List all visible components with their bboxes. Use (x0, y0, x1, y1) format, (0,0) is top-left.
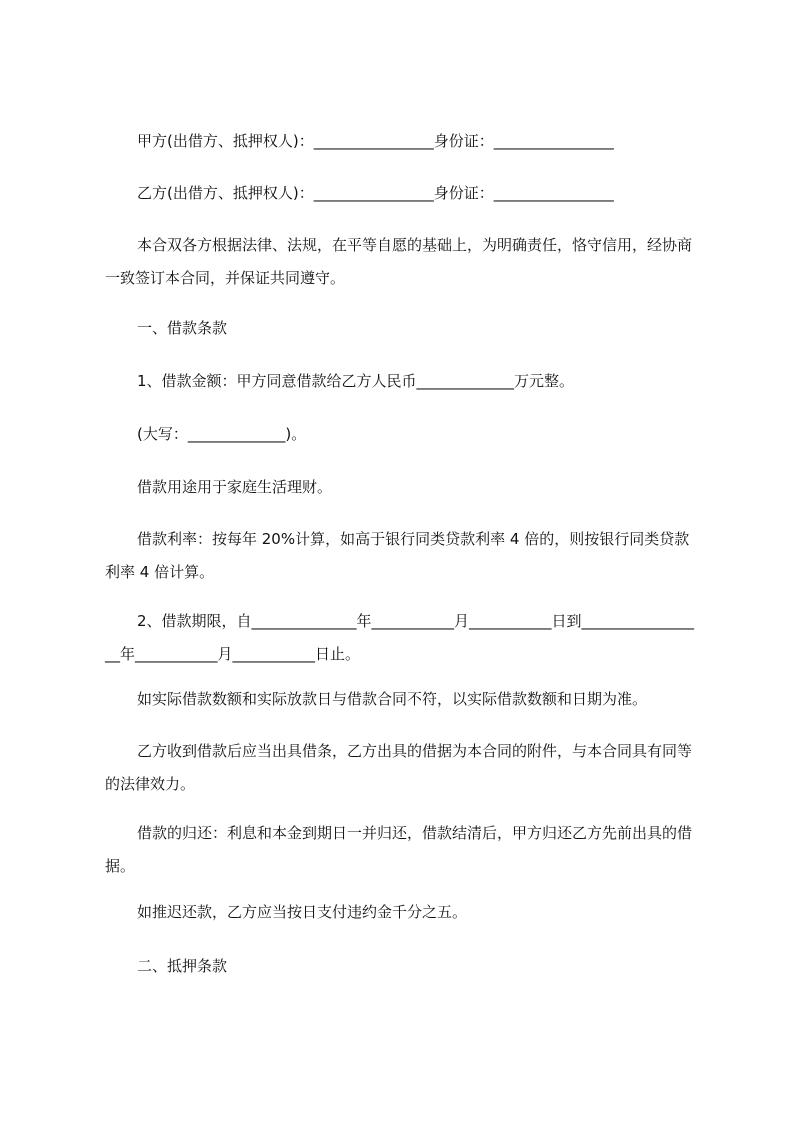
preamble-paragraph: 本合双各方根据法律、法规，在平等自愿的基础上，为明确责任，恪守信用，经协商一致签订本合同，并保证共同遵守。 (105, 236, 693, 287)
clause-loan-amount: 1、借款金额：甲方同意借款给乙方人民币_____________万元整。 (137, 372, 575, 390)
section-2-heading: 二、抵押条款 (137, 957, 228, 975)
clause-loan-purpose: 借款用途用于家庭生活理财。 (137, 478, 333, 496)
clause-repayment: 借款的归还：利息和本金到期日一并归还，借款结清后，甲方归还乙方先前出具的借据。 (105, 824, 693, 875)
party-b-line: 乙方(出借方、抵押权人)：________________身份证：________________ (137, 184, 614, 202)
clause-actual-amount: 如实际借款数额和实际放款日与借款合同不符，以实际借款数额和日期为准。 (137, 690, 648, 708)
clause-amount-in-words: (大写：_____________)。 (137, 425, 307, 443)
party-a-line: 甲方(出借方、抵押权人)：________________身份证：________________ (137, 132, 614, 150)
clause-receipt: 乙方收到借款后应当出具借条，乙方出具的借据为本合同的附件，与本合同具有同等的法律效力。 (105, 742, 693, 793)
clause-late-penalty: 如推迟还款，乙方应当按日支付违约金千分之五。 (137, 903, 468, 921)
clause-loan-period: 2、借款期限，自______________年___________月___________日到_________________年___________月___________日止。 (105, 612, 695, 663)
section-1-heading: 一、借款条款 (137, 319, 228, 337)
clause-interest-rate: 借款利率：按每年 20%计算，如高于银行同类贷款利率 4 倍的，则按银行同类贷款利率 4 倍计算。 (105, 530, 690, 581)
